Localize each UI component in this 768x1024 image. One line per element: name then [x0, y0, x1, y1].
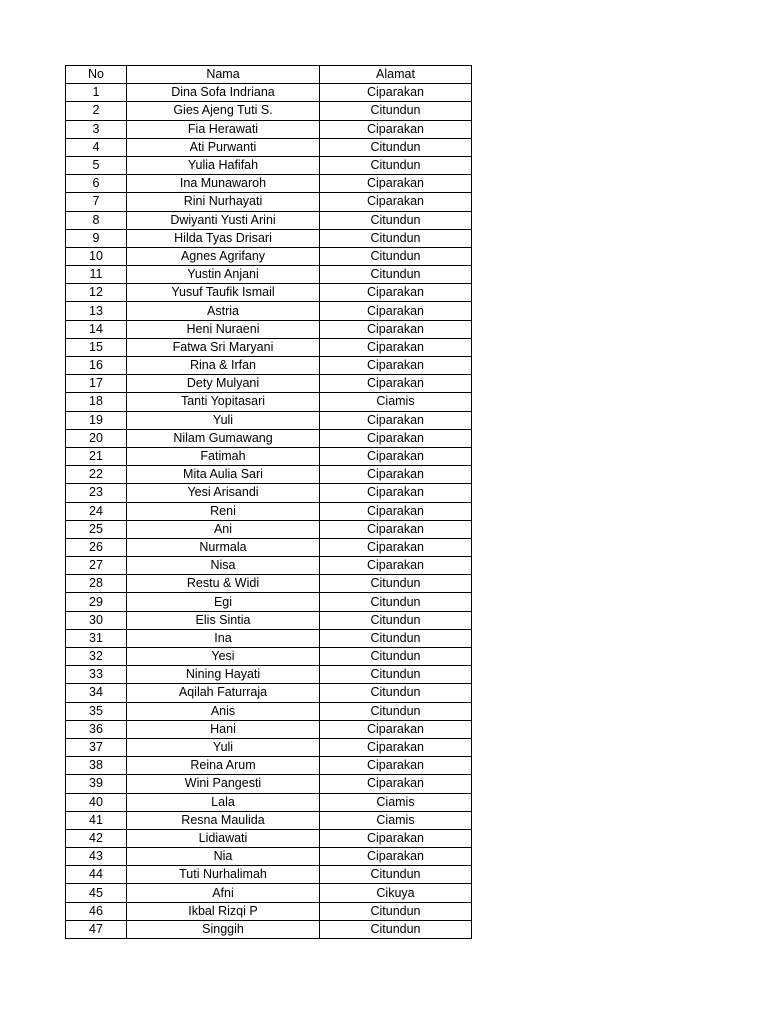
cell-no: 29 — [66, 593, 127, 611]
cell-alamat: Ciparakan — [320, 193, 472, 211]
cell-alamat: Ciparakan — [320, 429, 472, 447]
cell-no: 36 — [66, 720, 127, 738]
table-row — [66, 302, 472, 320]
cell-nama: Egi — [127, 593, 320, 611]
cell-nama: Anis — [127, 702, 320, 720]
table-row — [66, 666, 472, 684]
header-alamat: Alamat — [320, 66, 472, 84]
cell-no: 46 — [66, 902, 127, 920]
cell-nama: Ina — [127, 629, 320, 647]
cell-alamat: Citundun — [320, 702, 472, 720]
cell-alamat: Ciparakan — [320, 538, 472, 556]
cell-no: 31 — [66, 629, 127, 647]
table-row — [66, 757, 472, 775]
cell-alamat: Cikuya — [320, 884, 472, 902]
cell-alamat: Ciparakan — [320, 848, 472, 866]
cell-nama: Ani — [127, 520, 320, 538]
table-row — [66, 484, 472, 502]
cell-alamat: Ciparakan — [320, 375, 472, 393]
table-row — [66, 466, 472, 484]
table-row — [66, 247, 472, 265]
cell-no: 12 — [66, 284, 127, 302]
cell-nama: Restu & Widi — [127, 575, 320, 593]
cell-nama: Yuli — [127, 411, 320, 429]
table-row — [66, 429, 472, 447]
cell-nama: Nia — [127, 848, 320, 866]
data-table — [65, 65, 472, 939]
cell-alamat: Citundun — [320, 648, 472, 666]
cell-alamat: Ciparakan — [320, 738, 472, 756]
table-row — [66, 84, 472, 102]
cell-no: 32 — [66, 648, 127, 666]
table-row — [66, 629, 472, 647]
cell-alamat: Ciparakan — [320, 447, 472, 465]
cell-no: 43 — [66, 848, 127, 866]
cell-nama: Reni — [127, 502, 320, 520]
table-row — [66, 357, 472, 375]
cell-alamat: Citundun — [320, 156, 472, 174]
cell-nama: Reina Arum — [127, 757, 320, 775]
table-row — [66, 320, 472, 338]
cell-no: 39 — [66, 775, 127, 793]
cell-no: 16 — [66, 357, 127, 375]
table-row — [66, 502, 472, 520]
cell-no: 17 — [66, 375, 127, 393]
cell-no: 33 — [66, 666, 127, 684]
cell-nama: Singgih — [127, 920, 320, 938]
cell-nama: Yuli — [127, 738, 320, 756]
table-row — [66, 156, 472, 174]
cell-nama: Nisa — [127, 557, 320, 575]
cell-nama: Nilam Gumawang — [127, 429, 320, 447]
table-row — [66, 793, 472, 811]
table-row — [66, 193, 472, 211]
cell-no: 13 — [66, 302, 127, 320]
cell-nama: Gies Ajeng Tuti S. — [127, 102, 320, 120]
cell-alamat: Citundun — [320, 920, 472, 938]
cell-no: 28 — [66, 575, 127, 593]
cell-no: 1 — [66, 84, 127, 102]
table-body — [66, 84, 472, 939]
table-row — [66, 557, 472, 575]
table-row — [66, 848, 472, 866]
cell-alamat: Ciparakan — [320, 284, 472, 302]
cell-no: 19 — [66, 411, 127, 429]
cell-no: 23 — [66, 484, 127, 502]
cell-no: 5 — [66, 156, 127, 174]
cell-nama: Yulia Hafifah — [127, 156, 320, 174]
cell-alamat: Ciamis — [320, 793, 472, 811]
cell-no: 15 — [66, 338, 127, 356]
cell-no: 6 — [66, 175, 127, 193]
cell-no: 41 — [66, 811, 127, 829]
cell-alamat: Ciparakan — [320, 357, 472, 375]
header-nama: Nama — [127, 66, 320, 84]
table-row — [66, 266, 472, 284]
table-row — [66, 829, 472, 847]
cell-no: 4 — [66, 138, 127, 156]
table-row — [66, 175, 472, 193]
cell-nama: Nurmala — [127, 538, 320, 556]
table-row — [66, 866, 472, 884]
cell-no: 47 — [66, 920, 127, 938]
cell-nama: Yesi — [127, 648, 320, 666]
cell-nama: Yesi Arisandi — [127, 484, 320, 502]
cell-alamat: Citundun — [320, 866, 472, 884]
cell-no: 35 — [66, 702, 127, 720]
cell-alamat: Ciparakan — [320, 84, 472, 102]
cell-alamat: Citundun — [320, 593, 472, 611]
table-row — [66, 720, 472, 738]
cell-no: 26 — [66, 538, 127, 556]
cell-alamat: Ciparakan — [320, 120, 472, 138]
cell-alamat: Ciparakan — [320, 411, 472, 429]
cell-no: 2 — [66, 102, 127, 120]
cell-no: 40 — [66, 793, 127, 811]
cell-nama: Fatwa Sri Maryani — [127, 338, 320, 356]
cell-alamat: Citundun — [320, 902, 472, 920]
cell-nama: Dina Sofa Indriana — [127, 84, 320, 102]
cell-no: 18 — [66, 393, 127, 411]
cell-alamat: Citundun — [320, 629, 472, 647]
cell-alamat: Ciparakan — [320, 720, 472, 738]
cell-nama: Yustin Anjani — [127, 266, 320, 284]
cell-no: 11 — [66, 266, 127, 284]
cell-alamat: Ciparakan — [320, 484, 472, 502]
cell-no: 22 — [66, 466, 127, 484]
cell-nama: Elis Sintia — [127, 611, 320, 629]
cell-alamat: Ciamis — [320, 393, 472, 411]
table-row — [66, 611, 472, 629]
cell-nama: Tanti Yopitasari — [127, 393, 320, 411]
table-row — [66, 920, 472, 938]
cell-nama: Hilda Tyas Drisari — [127, 229, 320, 247]
table-row — [66, 411, 472, 429]
table-row — [66, 229, 472, 247]
cell-nama: Aqilah Faturraja — [127, 684, 320, 702]
cell-no: 21 — [66, 447, 127, 465]
cell-no: 20 — [66, 429, 127, 447]
cell-nama: Dwiyanti Yusti Arini — [127, 211, 320, 229]
cell-alamat: Ciparakan — [320, 302, 472, 320]
table-row — [66, 338, 472, 356]
cell-alamat: Ciparakan — [320, 175, 472, 193]
table-row — [66, 393, 472, 411]
cell-alamat: Citundun — [320, 611, 472, 629]
cell-nama: Resna Maulida — [127, 811, 320, 829]
cell-no: 44 — [66, 866, 127, 884]
table-row — [66, 902, 472, 920]
table-row — [66, 120, 472, 138]
cell-nama: Agnes Agrifany — [127, 247, 320, 265]
cell-alamat: Citundun — [320, 684, 472, 702]
cell-alamat: Ciparakan — [320, 520, 472, 538]
table-row — [66, 138, 472, 156]
cell-nama: Nining Hayati — [127, 666, 320, 684]
cell-nama: Mita Aulia Sari — [127, 466, 320, 484]
table-row — [66, 520, 472, 538]
table-row — [66, 447, 472, 465]
cell-nama: Heni Nuraeni — [127, 320, 320, 338]
cell-no: 38 — [66, 757, 127, 775]
cell-nama: Afni — [127, 884, 320, 902]
cell-alamat: Citundun — [320, 211, 472, 229]
cell-no: 34 — [66, 684, 127, 702]
cell-alamat: Ciparakan — [320, 466, 472, 484]
cell-no: 42 — [66, 829, 127, 847]
cell-nama: Hani — [127, 720, 320, 738]
table-row — [66, 538, 472, 556]
cell-alamat: Citundun — [320, 666, 472, 684]
cell-no: 30 — [66, 611, 127, 629]
header-row — [66, 66, 472, 84]
table-row — [66, 811, 472, 829]
cell-no: 37 — [66, 738, 127, 756]
cell-alamat: Ciparakan — [320, 557, 472, 575]
cell-nama: Fatimah — [127, 447, 320, 465]
cell-nama: Ati Purwanti — [127, 138, 320, 156]
cell-alamat: Citundun — [320, 266, 472, 284]
table-row — [66, 648, 472, 666]
cell-nama: Lala — [127, 793, 320, 811]
cell-no: 14 — [66, 320, 127, 338]
table-row — [66, 284, 472, 302]
cell-no: 24 — [66, 502, 127, 520]
cell-alamat: Ciparakan — [320, 502, 472, 520]
table-row — [66, 684, 472, 702]
cell-nama: Ina Munawaroh — [127, 175, 320, 193]
cell-nama: Wini Pangesti — [127, 775, 320, 793]
cell-alamat: Ciparakan — [320, 775, 472, 793]
table-row — [66, 702, 472, 720]
cell-nama: Fia Herawati — [127, 120, 320, 138]
cell-no: 3 — [66, 120, 127, 138]
table-row — [66, 593, 472, 611]
table-row — [66, 211, 472, 229]
cell-alamat: Citundun — [320, 247, 472, 265]
cell-nama: Yusuf Taufik Ismail — [127, 284, 320, 302]
header-no: No — [66, 66, 127, 84]
cell-no: 10 — [66, 247, 127, 265]
cell-nama: Rina & Irfan — [127, 357, 320, 375]
cell-alamat: Ciparakan — [320, 829, 472, 847]
cell-no: 7 — [66, 193, 127, 211]
cell-no: 45 — [66, 884, 127, 902]
cell-nama: Rini Nurhayati — [127, 193, 320, 211]
cell-no: 8 — [66, 211, 127, 229]
cell-alamat: Ciamis — [320, 811, 472, 829]
table-row — [66, 375, 472, 393]
table-row — [66, 102, 472, 120]
cell-alamat: Ciparakan — [320, 320, 472, 338]
cell-no: 25 — [66, 520, 127, 538]
table-row — [66, 738, 472, 756]
cell-nama: Tuti Nurhalimah — [127, 866, 320, 884]
cell-alamat: Citundun — [320, 575, 472, 593]
table-row — [66, 884, 472, 902]
cell-alamat: Citundun — [320, 102, 472, 120]
cell-no: 9 — [66, 229, 127, 247]
table-row — [66, 775, 472, 793]
cell-alamat: Citundun — [320, 138, 472, 156]
cell-nama: Dety Mulyani — [127, 375, 320, 393]
table-row — [66, 575, 472, 593]
cell-alamat: Ciparakan — [320, 757, 472, 775]
cell-alamat: Ciparakan — [320, 338, 472, 356]
cell-no: 27 — [66, 557, 127, 575]
cell-nama: Lidiawati — [127, 829, 320, 847]
cell-alamat: Citundun — [320, 229, 472, 247]
cell-nama: Ikbal Rizqi P — [127, 902, 320, 920]
cell-nama: Astria — [127, 302, 320, 320]
